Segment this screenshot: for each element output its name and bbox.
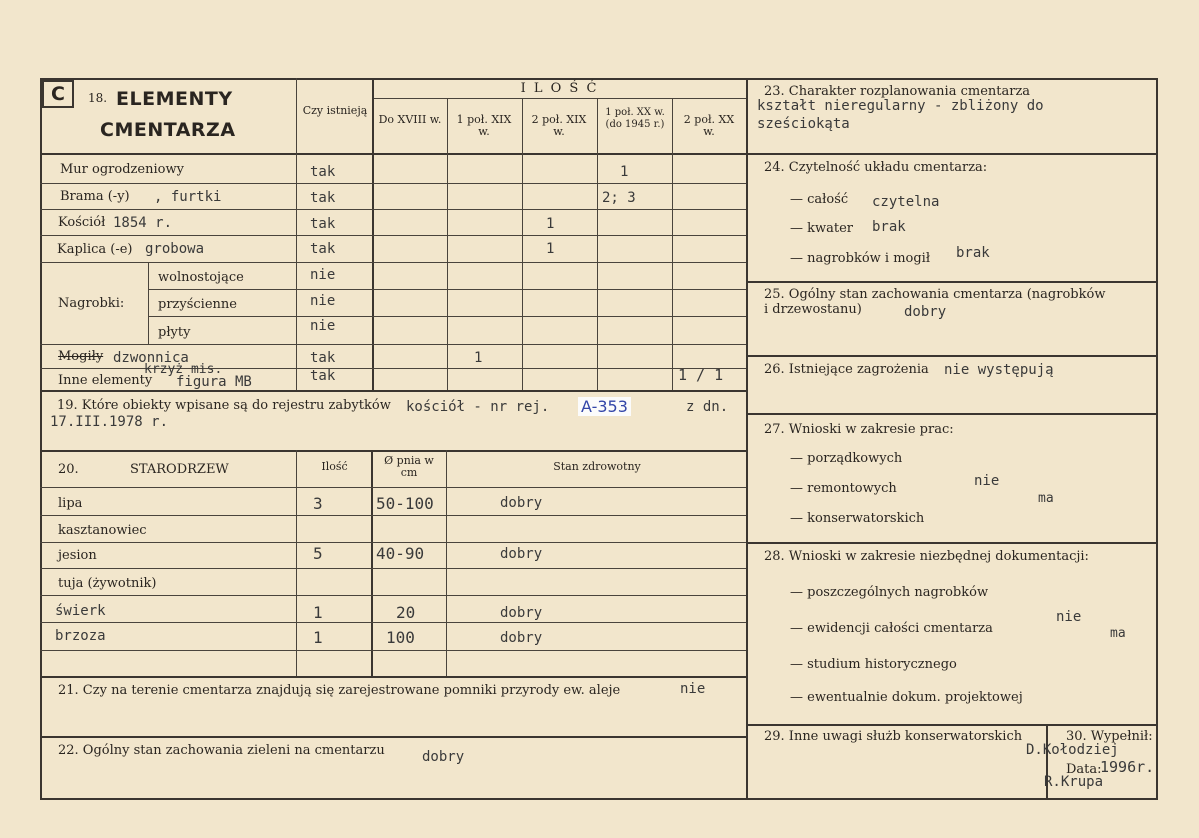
q24-answer: czytelna	[872, 194, 940, 210]
row-label: Mur ogrodzeniowy	[60, 162, 184, 177]
period-header: 1 poł. XX w. (do 1945 r.)	[605, 107, 665, 130]
divider-main	[746, 78, 748, 800]
quantity-value: 1	[474, 350, 483, 366]
exists-value: tak	[310, 216, 336, 232]
divider	[40, 622, 746, 623]
tree-count: 1	[313, 628, 323, 647]
row-label: Mogiły	[58, 349, 104, 364]
divider	[446, 450, 447, 676]
row-sublabel: przyścienne	[158, 297, 237, 312]
divider	[40, 568, 746, 569]
divider	[40, 450, 746, 452]
question-28: 28. Wnioski w zakresie niezbędnej dokumentacji:	[764, 549, 1089, 564]
tree-diameter: 20	[396, 603, 416, 622]
answer-28-part2: ma	[1110, 626, 1126, 641]
divider	[371, 450, 373, 676]
answer-19: kościół - nr rej.	[406, 399, 550, 415]
divider	[746, 413, 1158, 415]
row-label: Inne elementy	[58, 373, 153, 388]
quantity-value: 1	[546, 216, 555, 232]
exists-value: tak	[310, 190, 336, 206]
exists-value: nie	[310, 318, 336, 334]
question-25-line2: i drzewostanu)	[764, 302, 862, 317]
divider	[746, 724, 1158, 726]
tree-state: dobry	[500, 605, 543, 621]
q24-answer: brak	[872, 219, 906, 235]
quantity-header: I L O Ś Ć	[520, 81, 599, 96]
divider	[296, 450, 297, 676]
quantity-value: 1	[620, 164, 629, 180]
question-25-line1: 25. Ogólny stan zachowania cmentarza (nagrobków	[764, 287, 1106, 302]
tree-name: brzoza	[55, 628, 106, 644]
question-22: 22. Ogólny stan zachowania zieleni na cmentarzu	[58, 743, 385, 758]
fill-date: 1996r.	[1100, 758, 1155, 776]
q28-item: — ewentualnie dokum. projektowej	[790, 690, 1023, 705]
tree-name: jesion	[58, 548, 97, 563]
quantity-value: 1 / 1	[678, 366, 724, 384]
question-24: 24. Czytelność układu cmentarza:	[764, 160, 988, 175]
row-sublabel: wolnostojące	[158, 270, 244, 285]
answer-23-line2: sześciokąta	[757, 116, 850, 132]
question-19: 19. Które obiekty wpisane są do rejestru zabytków	[57, 398, 391, 413]
tree-state: dobry	[500, 630, 543, 646]
q24-item: — całość	[790, 192, 849, 207]
divider	[40, 487, 746, 488]
tree-count: 3	[313, 494, 323, 513]
register-number: A-353	[578, 397, 631, 416]
q24-item: — kwater	[790, 221, 854, 236]
question-29: 29. Inne uwagi służb konserwatorskich	[764, 729, 1023, 744]
question-21: 21. Czy na terenie cmentarza znajdują się zarejestrowane pomniki przyrody ew. aleje	[58, 683, 621, 698]
q27-item: — remontowych	[790, 481, 897, 496]
divider	[40, 390, 746, 392]
answer-28-part1: nie	[1056, 609, 1082, 625]
answer-21: nie	[680, 681, 706, 697]
q24-item: — nagrobków i mogił	[790, 251, 931, 266]
divider	[40, 209, 746, 210]
q27-item: — konserwatorskich	[790, 511, 925, 526]
filled-by-name-2: R.Krupa	[1044, 774, 1104, 790]
row-label: Kaplica (-e)	[57, 242, 133, 257]
row-extra: figura MB	[176, 374, 252, 390]
divider	[672, 98, 673, 390]
divider	[40, 515, 746, 516]
divider	[746, 355, 1158, 357]
question-30: 30. Wypełnił:	[1066, 729, 1153, 744]
period-header: Do XVIII w.	[378, 113, 442, 126]
divider	[40, 736, 746, 738]
answer-25: dobry	[904, 304, 947, 320]
divider	[148, 289, 746, 290]
row-extra: , furtki	[154, 189, 222, 205]
question-23: 23. Charakter rozplanowania cmentarza	[764, 84, 1031, 99]
section-title-2: CMENTARZA	[100, 119, 236, 141]
section-title-1: ELEMENTY	[116, 88, 233, 110]
exists-value: tak	[310, 164, 336, 180]
exists-value: tak	[310, 241, 336, 257]
date-label: Data:	[1066, 762, 1102, 777]
divider	[40, 153, 746, 155]
divider	[597, 98, 598, 390]
divider	[40, 595, 746, 596]
section-letter: C	[42, 80, 74, 108]
answer-22: dobry	[422, 749, 465, 765]
tree-state: dobry	[500, 495, 543, 511]
row-label: Brama (-y)	[60, 189, 130, 204]
answer-27-part2: ma	[1038, 491, 1054, 506]
divider	[373, 98, 746, 99]
row-sublabel: płyty	[158, 325, 191, 340]
tree-count: 5	[313, 544, 323, 563]
exists-value: tak	[310, 368, 336, 384]
answer-23-line1: kształt nieregularny - zbliżony do	[757, 98, 1044, 114]
period-header: 2 poł. XX w.	[683, 113, 735, 138]
q28-item: — studium historycznego	[790, 657, 957, 672]
tree-name: świerk	[55, 603, 106, 619]
exists-value: nie	[310, 293, 336, 309]
period-header: 2 poł. XIX w.	[531, 113, 587, 138]
divider	[447, 98, 448, 390]
tree-state: dobry	[500, 546, 543, 562]
tree-diameter: 40-90	[376, 544, 425, 563]
tree-count: 1	[313, 603, 323, 622]
divider	[40, 262, 746, 263]
row-label: Kościół	[58, 215, 106, 230]
period-header: 1 poł. XIX w.	[456, 113, 512, 138]
section-20-number: 20.	[58, 462, 79, 477]
divider	[746, 281, 1158, 283]
tree-name: tuja (żywotnik)	[58, 576, 157, 591]
divider	[40, 676, 746, 678]
exists-value: nie	[310, 267, 336, 283]
trees-diameter-header: Ø pnia w cm	[384, 454, 434, 479]
divider	[40, 183, 746, 184]
tree-diameter: 50-100	[376, 494, 434, 513]
tree-diameter: 100	[386, 628, 415, 647]
answer-26: nie występują	[944, 362, 1054, 378]
row-extra: 1854 r.	[113, 215, 173, 231]
exists-value: tak	[310, 350, 336, 366]
divider	[40, 344, 746, 345]
answer-19-date-label: z dn.	[686, 399, 729, 415]
divider	[40, 542, 746, 543]
row-label: Nagrobki:	[58, 296, 125, 311]
filled-by-name-1: D.Kołodziej	[1026, 742, 1119, 758]
q28-item: — ewidencji całości cmentarza	[790, 621, 993, 636]
trees-count-header: Ilość	[321, 460, 348, 473]
row-extra: grobowa	[145, 241, 205, 257]
row-extra: krzyż mis.	[144, 362, 223, 377]
section-number: 18.	[88, 91, 108, 105]
answer-27-part1: nie	[974, 473, 1000, 489]
quantity-value: 2; 3	[602, 190, 636, 206]
divider	[148, 316, 746, 317]
divider	[522, 98, 523, 390]
divider	[40, 235, 746, 236]
quantity-value: 1	[546, 241, 555, 257]
exists-header: Czy istnieją	[302, 104, 368, 117]
q24-answer: brak	[956, 245, 990, 261]
section-20-title: STARODRZEW	[130, 462, 229, 477]
divider	[746, 542, 1158, 544]
row-extra: dzwonnica	[113, 350, 189, 366]
tree-name: lipa	[58, 496, 83, 511]
question-27: 27. Wnioski w zakresie prac:	[764, 422, 954, 437]
divider	[40, 650, 746, 651]
q28-item: — poszczególnych nagrobków	[790, 585, 989, 600]
trees-state-header: Stan zdrowotny	[553, 460, 641, 473]
answer-19-date: 17.III.1978 r.	[50, 414, 169, 430]
question-26: 26. Istniejące zagrożenia	[764, 362, 929, 377]
divider	[746, 153, 1158, 155]
q27-item: — porządkowych	[790, 451, 903, 466]
tree-name: kasztanowiec	[58, 523, 147, 538]
divider	[148, 262, 149, 344]
